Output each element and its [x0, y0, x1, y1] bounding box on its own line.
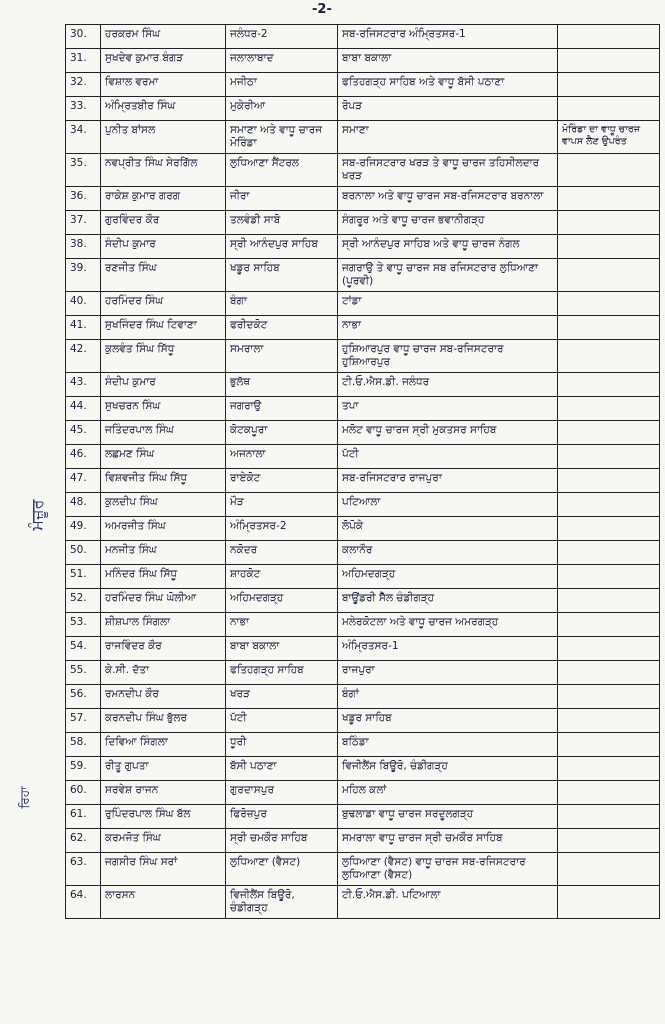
serial-number-cell: 40. [66, 292, 101, 316]
remarks-cell [558, 211, 660, 235]
table-row [66, 211, 660, 235]
table-row [66, 661, 660, 685]
current-posting-cell: ਨਾਭਾ [226, 613, 338, 637]
serial-number-cell: 64. [66, 886, 101, 919]
transfer-table-body [66, 25, 660, 919]
table-row [66, 235, 660, 259]
serial-number-cell: 43. [66, 373, 101, 397]
current-posting-cell: ਸ੍ਰੀ ਆਨੰਦਪੁਰ ਸਾਹਿਬ [226, 235, 338, 259]
remarks-cell [558, 292, 660, 316]
new-posting-cell: ਲੁਧਿਆਣਾ (ਵੈਸਟ) ਵਾਧੂ ਚਾਰਜ ਸਬ-ਰਜਿਸਟਰਾਰ ਲੁਧਿਆਣਾ (ਵੈਸਟ) [338, 853, 558, 886]
officer-name-cell: ਗੁਰਵਿੰਦਰ ਕੌਰ [101, 211, 226, 235]
serial-number-cell: 58. [66, 733, 101, 757]
serial-number-cell: 62. [66, 829, 101, 853]
remarks-cell [558, 709, 660, 733]
officer-name-cell: ਸਰਵੇਸ਼ ਰਾਜਨ [101, 781, 226, 805]
remarks-cell [558, 805, 660, 829]
officer-name-cell: ਰਮਨਦੀਪ ਕੌਰ [101, 685, 226, 709]
officer-name-cell: ਦਿਵਿਆ ਸਿੰਗਲਾ [101, 733, 226, 757]
new-posting-cell: ਅੰਮ੍ਰਿਤਸਰ-1 [338, 637, 558, 661]
table-row [66, 469, 660, 493]
current-posting-cell: ਧੂਰੀ [226, 733, 338, 757]
table-row [66, 565, 660, 589]
current-posting-cell: ਮਜੀਠਾ [226, 73, 338, 97]
new-posting-cell: ਮਲੇਰਕੋਟਲਾ ਅਤੇ ਵਾਧੂ ਚਾਰਜ ਅਮਰਗੜ੍ਹ [338, 613, 558, 637]
serial-number-cell: 53. [66, 613, 101, 637]
new-posting-cell: ਰੋਪੜ [338, 97, 558, 121]
officer-name-cell: ਕੇ.ਸੀ. ਦੱਤਾ [101, 661, 226, 685]
officer-name-cell: ਸੁਖਦੇਵ ਕੁਮਾਰ ਬੰਗੜ [101, 49, 226, 73]
remarks-cell [558, 154, 660, 187]
table-row [66, 733, 660, 757]
table-row [66, 853, 660, 886]
officer-name-cell: ਅੰਮ੍ਰਿਤਬੀਰ ਸਿੰਘ [101, 97, 226, 121]
page-number: -2- [312, 2, 332, 17]
remarks-cell [558, 757, 660, 781]
remarks-cell [558, 235, 660, 259]
margin-initials: ਰਿਹਾ [17, 786, 32, 809]
officer-name-cell: ਰੀਤੂ ਗੁਪਤਾ [101, 757, 226, 781]
table-row [66, 154, 660, 187]
remarks-cell [558, 187, 660, 211]
remarks-cell [558, 316, 660, 340]
current-posting-cell: ਲੁਧਿਆਣਾ (ਵੈਸਟ) [226, 853, 338, 886]
officer-name-cell: ਵਿਸ਼ਾਲ ਵਰਮਾ [101, 73, 226, 97]
serial-number-cell: 46. [66, 445, 101, 469]
serial-number-cell: 54. [66, 637, 101, 661]
serial-number-cell: 31. [66, 49, 101, 73]
remarks-cell [558, 829, 660, 853]
new-posting-cell: ਵਿਜੀਲੈਂਸ ਬਿਊਰੋ, ਚੰਡੀਗੜ੍ਹ [338, 757, 558, 781]
remarks-cell: ਮੋਰਿੰਡਾ ਦਾ ਵਾਧੂ ਚਾਰਜ ਵਾਪਸ ਲੈਣ ਉਪਰੰਤ [558, 121, 660, 154]
officer-name-cell: ਜਗਸੀਰ ਸਿੰਘ ਸਰਾਂ [101, 853, 226, 886]
officer-name-cell: ਲਛਮਣ ਸਿੰਘ [101, 445, 226, 469]
serial-number-cell: 42. [66, 340, 101, 373]
table-row [66, 886, 660, 919]
current-posting-cell: ਗੁਰਦਾਸਪੁਰ [226, 781, 338, 805]
officer-name-cell: ਵਿਸ਼ਵਜੀਤ ਸਿੰਘ ਸਿੱਧੂ [101, 469, 226, 493]
current-posting-cell: ਮੌੜ [226, 493, 338, 517]
new-posting-cell: ਟੀ.ਓ.ਐਸ.ਡੀ. ਜਲੰਧਰ [338, 373, 558, 397]
serial-number-cell: 32. [66, 73, 101, 97]
new-posting-cell: ਬਾਬਾ ਬਕਾਲਾ [338, 49, 558, 73]
serial-number-cell: 36. [66, 187, 101, 211]
new-posting-cell: ਕਲਾਨੌਰ [338, 541, 558, 565]
remarks-cell [558, 97, 660, 121]
officer-name-cell: ਕਰਮਜੋਤ ਸਿੰਘ [101, 829, 226, 853]
current-posting-cell: ਤਲਵੰਡੀ ਸਾਬੋ [226, 211, 338, 235]
table-row [66, 637, 660, 661]
current-posting-cell: ਜਗਰਾਉ [226, 397, 338, 421]
margin-handwritten-note: ਮੰਜ਼ੂਰ [27, 499, 47, 531]
remarks-cell [558, 613, 660, 637]
current-posting-cell: ਸਮਰਾਲਾ [226, 340, 338, 373]
remarks-cell [558, 886, 660, 919]
new-posting-cell: ਮਲੋਟ ਵਾਧੂ ਚਾਰਜ ਸ੍ਰੀ ਮੁਕਤਸਰ ਸਾਹਿਬ [338, 421, 558, 445]
remarks-cell [558, 541, 660, 565]
new-posting-cell: ਪੱਟੀ [338, 445, 558, 469]
table-row [66, 757, 660, 781]
remarks-cell [558, 637, 660, 661]
new-posting-cell: ਟੀ.ਓ.ਐਸ.ਡੀ. ਪਟਿਆਲਾ [338, 886, 558, 919]
new-posting-cell: ਬੁਢਲਾਡਾ ਵਾਧੂ ਚਾਰਜ ਸਰਦੂਲਗੜ੍ਹ [338, 805, 558, 829]
table-row [66, 541, 660, 565]
current-posting-cell: ਅੰਮ੍ਰਿਤਸਰ-2 [226, 517, 338, 541]
current-posting-cell: ਬੱਸੀ ਪਠਾਣਾ [226, 757, 338, 781]
serial-number-cell: 51. [66, 565, 101, 589]
serial-number-cell: 47. [66, 469, 101, 493]
remarks-cell [558, 517, 660, 541]
new-posting-cell: ਟਾਂਡਾ [338, 292, 558, 316]
table-row [66, 421, 660, 445]
new-posting-cell: ਸਬ-ਰਜਿਸਟਰਾਰ ਰਾਜਪੁਰਾ [338, 469, 558, 493]
table-row [66, 685, 660, 709]
officer-name-cell: ਹਰਮਿੰਦਰ ਸਿੰਘ ਘੋਲੀਆ [101, 589, 226, 613]
table-row [66, 517, 660, 541]
current-posting-cell: ਜਲੰਧਰ-2 [226, 25, 338, 49]
new-posting-cell: ਸਮਰਾਲਾ ਵਾਧੂ ਚਾਰਜ ਸ੍ਰੀ ਚਮਕੌਰ ਸਾਹਿਬ [338, 829, 558, 853]
officer-name-cell: ਮਨਜੀਤ ਸਿੰਘ [101, 541, 226, 565]
remarks-cell [558, 49, 660, 73]
new-posting-cell: ਫਤਿਹਗੜ੍ਹ ਸਾਹਿਬ ਅਤੇ ਵਾਧੂ ਬੱਸੀ ਪਠਾਣਾ [338, 73, 558, 97]
table-row [66, 781, 660, 805]
officer-name-cell: ਕੁਲਵੰਤ ਸਿੰਘ ਸਿੱਧੂ [101, 340, 226, 373]
current-posting-cell: ਰਾਏਕੋਟ [226, 469, 338, 493]
current-posting-cell: ਫਰੀਦਕੋਟ [226, 316, 338, 340]
table-row [66, 97, 660, 121]
new-posting-cell: ਅਹਿਮਦਗੜ੍ਹ [338, 565, 558, 589]
serial-number-cell: 45. [66, 421, 101, 445]
remarks-cell [558, 373, 660, 397]
table-row [66, 73, 660, 97]
serial-number-cell: 56. [66, 685, 101, 709]
new-posting-cell: ਸ੍ਰੀ ਆਨੰਦਪੁਰ ਸਾਹਿਬ ਅਤੇ ਵਾਧੂ ਚਾਰਜ ਨੰਗਲ [338, 235, 558, 259]
serial-number-cell: 48. [66, 493, 101, 517]
new-posting-cell: ਬਠਿੰਡਾ [338, 733, 558, 757]
new-posting-cell: ਰਾਜਪੁਰਾ [338, 661, 558, 685]
current-posting-cell: ਅਹਿਮਦਗੜ੍ਹ [226, 589, 338, 613]
new-posting-cell: ਜਗਰਾਉ ਤੇ ਵਾਧੂ ਚਾਰਜ ਸਬ ਰਜਿਸਟਰਾਰ ਲੁਧਿਆਣਾ (ਪੂਰਵੀ) [338, 259, 558, 292]
serial-number-cell: 49. [66, 517, 101, 541]
serial-number-cell: 63. [66, 853, 101, 886]
serial-number-cell: 37. [66, 211, 101, 235]
current-posting-cell: ਸ਼ਾਹਕੋਟ [226, 565, 338, 589]
current-posting-cell: ਫਤਿਹਗੜ੍ਹ ਸਾਹਿਬ [226, 661, 338, 685]
remarks-cell [558, 397, 660, 421]
current-posting-cell: ਅਜਨਾਲਾ [226, 445, 338, 469]
new-posting-cell: ਤਪਾ [338, 397, 558, 421]
officer-name-cell: ਰੁਪਿੰਦਰਪਾਲ ਸਿੰਘ ਬੱਲ [101, 805, 226, 829]
current-posting-cell: ਮੁਕੇਰੀਆ [226, 97, 338, 121]
remarks-cell [558, 565, 660, 589]
serial-number-cell: 59. [66, 757, 101, 781]
remarks-cell [558, 340, 660, 373]
officer-name-cell: ਲਾਰਸਨ [101, 886, 226, 919]
current-posting-cell: ਲੁਧਿਆਣਾ ਸੈਂਟਰਲ [226, 154, 338, 187]
officer-name-cell: ਸੁਖਜਿੰਦਰ ਸਿੰਘ ਟਿਵਾਣਾ [101, 316, 226, 340]
current-posting-cell: ਭੁਲੱਥ [226, 373, 338, 397]
remarks-cell [558, 781, 660, 805]
officer-name-cell: ਹਰਮਿੰਦਰ ਸਿੰਘ [101, 292, 226, 316]
table-row [66, 613, 660, 637]
officer-name-cell: ਮਨਿੰਦਰ ਸਿੰਘ ਸਿੱਧੂ [101, 565, 226, 589]
table-row [66, 829, 660, 853]
table-row [66, 709, 660, 733]
officer-name-cell: ਕੁਲਦੀਪ ਸਿੰਘ [101, 493, 226, 517]
new-posting-cell: ਬਰਨਾਲਾ ਅਤੇ ਵਾਧੂ ਚਾਰਜ ਸਬ-ਰਜਿਸਟਰਾਰ ਬਰਨਾਲਾ [338, 187, 558, 211]
new-posting-cell: ਸਬ-ਰਜਿਸਟਰਾਰ ਅੰਮ੍ਰਿਤਸਰ-1 [338, 25, 558, 49]
serial-number-cell: 38. [66, 235, 101, 259]
table-row [66, 25, 660, 49]
table-row [66, 445, 660, 469]
new-posting-cell: ਲੋਪੋਕੇ [338, 517, 558, 541]
officer-name-cell: ਪੁਨੀਤ ਬਾਂਸਲ [101, 121, 226, 154]
new-posting-cell: ਪਟਿਆਲਾ [338, 493, 558, 517]
remarks-cell [558, 469, 660, 493]
officer-name-cell: ਕਰਨਦੀਪ ਸਿੰਘ ਭੁੱਲਰ [101, 709, 226, 733]
serial-number-cell: 30. [66, 25, 101, 49]
remarks-cell [558, 853, 660, 886]
serial-number-cell: 33. [66, 97, 101, 121]
remarks-cell [558, 421, 660, 445]
current-posting-cell: ਪੱਟੀ [226, 709, 338, 733]
officer-name-cell: ਸੰਦੀਪ ਕੁਮਾਰ [101, 373, 226, 397]
serial-number-cell: 44. [66, 397, 101, 421]
serial-number-cell: 57. [66, 709, 101, 733]
serial-number-cell: 35. [66, 154, 101, 187]
serial-number-cell: 55. [66, 661, 101, 685]
officer-name-cell: ਸੰਦੀਪ ਕੁਮਾਰ [101, 235, 226, 259]
remarks-cell [558, 661, 660, 685]
serial-number-cell: 50. [66, 541, 101, 565]
current-posting-cell: ਨਕੋਦਰ [226, 541, 338, 565]
table-row [66, 259, 660, 292]
serial-number-cell: 60. [66, 781, 101, 805]
remarks-cell [558, 685, 660, 709]
remarks-cell [558, 25, 660, 49]
officer-name-cell: ਸ਼ੀਸ਼ਪਾਲ ਸਿੰਗਲਾ [101, 613, 226, 637]
current-posting-cell: ਜਲਾਲਾਬਾਦ [226, 49, 338, 73]
new-posting-cell: ਬਾਊਂਡਰੀ ਸੈੱਲ ਚੰਡੀਗੜ੍ਹ [338, 589, 558, 613]
new-posting-cell: ਮਹਿਲ ਕਲਾਂ [338, 781, 558, 805]
officer-name-cell: ਰਾਜਵਿੰਦਰ ਕੌਰ [101, 637, 226, 661]
table-row [66, 121, 660, 154]
remarks-cell [558, 589, 660, 613]
current-posting-cell: ਬੰਗਾ [226, 292, 338, 316]
current-posting-cell: ਕੋਟਕਪੂਰਾ [226, 421, 338, 445]
remarks-cell [558, 73, 660, 97]
current-posting-cell: ਫਿਰੋਜ਼ਪੁਰ [226, 805, 338, 829]
officer-name-cell: ਹਰਕਰਮ ਸਿੰਘ [101, 25, 226, 49]
new-posting-cell: ਸਮਾਣਾ [338, 121, 558, 154]
table-row [66, 292, 660, 316]
officer-name-cell: ਰਣਜੀਤ ਸਿੰਘ [101, 259, 226, 292]
serial-number-cell: 34. [66, 121, 101, 154]
current-posting-cell: ਖਡੂਰ ਸਾਹਿਬ [226, 259, 338, 292]
current-posting-cell: ਖਰੜ [226, 685, 338, 709]
current-posting-cell: ਜੀਰਾ [226, 187, 338, 211]
table-row [66, 49, 660, 73]
officer-name-cell: ਨਵਪ੍ਰੀਤ ਸਿੰਘ ਸੇਰਗਿੱਲ [101, 154, 226, 187]
table-row [66, 187, 660, 211]
new-posting-cell: ਖਡੂਰ ਸਾਹਿਬ [338, 709, 558, 733]
new-posting-cell: ਸੰਗਰੂਰ ਅਤੇ ਵਾਧੂ ਚਾਰਜ ਭਵਾਨੀਗੜ੍ਹ [338, 211, 558, 235]
serial-number-cell: 39. [66, 259, 101, 292]
table-row [66, 589, 660, 613]
new-posting-cell: ਬੰਗਾਂ [338, 685, 558, 709]
table-row [66, 493, 660, 517]
transfer-table [65, 24, 660, 919]
table-row [66, 316, 660, 340]
table-row [66, 397, 660, 421]
remarks-cell [558, 733, 660, 757]
remarks-cell [558, 445, 660, 469]
current-posting-cell: ਬਾਬਾ ਬਕਾਲਾ [226, 637, 338, 661]
table-row [66, 373, 660, 397]
remarks-cell [558, 493, 660, 517]
table-row [66, 805, 660, 829]
officer-name-cell: ਜਤਿੰਦਰਪਾਲ ਸਿੰਘ [101, 421, 226, 445]
serial-number-cell: 61. [66, 805, 101, 829]
current-posting-cell: ਸਮਾਣਾ ਅਤੇ ਵਾਧੂ ਚਾਰਜ ਮੋਰਿੰਡਾ [226, 121, 338, 154]
serial-number-cell: 41. [66, 316, 101, 340]
remarks-cell [558, 259, 660, 292]
officer-name-cell: ਅਮਰਜੀਤ ਸਿੰਘ [101, 517, 226, 541]
table-row [66, 340, 660, 373]
serial-number-cell: 52. [66, 589, 101, 613]
current-posting-cell: ਵਿਜੀਲੈਂਸ ਬਿਊਰੋ, ਚੰਡੀਗੜ੍ਹ [226, 886, 338, 919]
officer-name-cell: ਰਾਕੇਸ਼ ਕੁਮਾਰ ਗਰਗ [101, 187, 226, 211]
current-posting-cell: ਸ੍ਰੀ ਚਮਕੌਰ ਸਾਹਿਬ [226, 829, 338, 853]
new-posting-cell: ਨਾਭਾ [338, 316, 558, 340]
officer-name-cell: ਸੁਖਚਰਨ ਸਿੰਘ [101, 397, 226, 421]
new-posting-cell: ਸਬ-ਰਜਿਸਟਰਾਰ ਖਰੜ ਤੇ ਵਾਧੂ ਚਾਰਜ ਤਹਿਸੀਲਦਾਰ ਖਰੜ [338, 154, 558, 187]
new-posting-cell: ਹੁਸ਼ਿਆਰਪੁਰ ਵਾਧੂ ਚਾਰਜ ਸਬ-ਰਜਿਸਟਰਾਰ ਹੁਸ਼ਿਆਰਪੁਰ [338, 340, 558, 373]
